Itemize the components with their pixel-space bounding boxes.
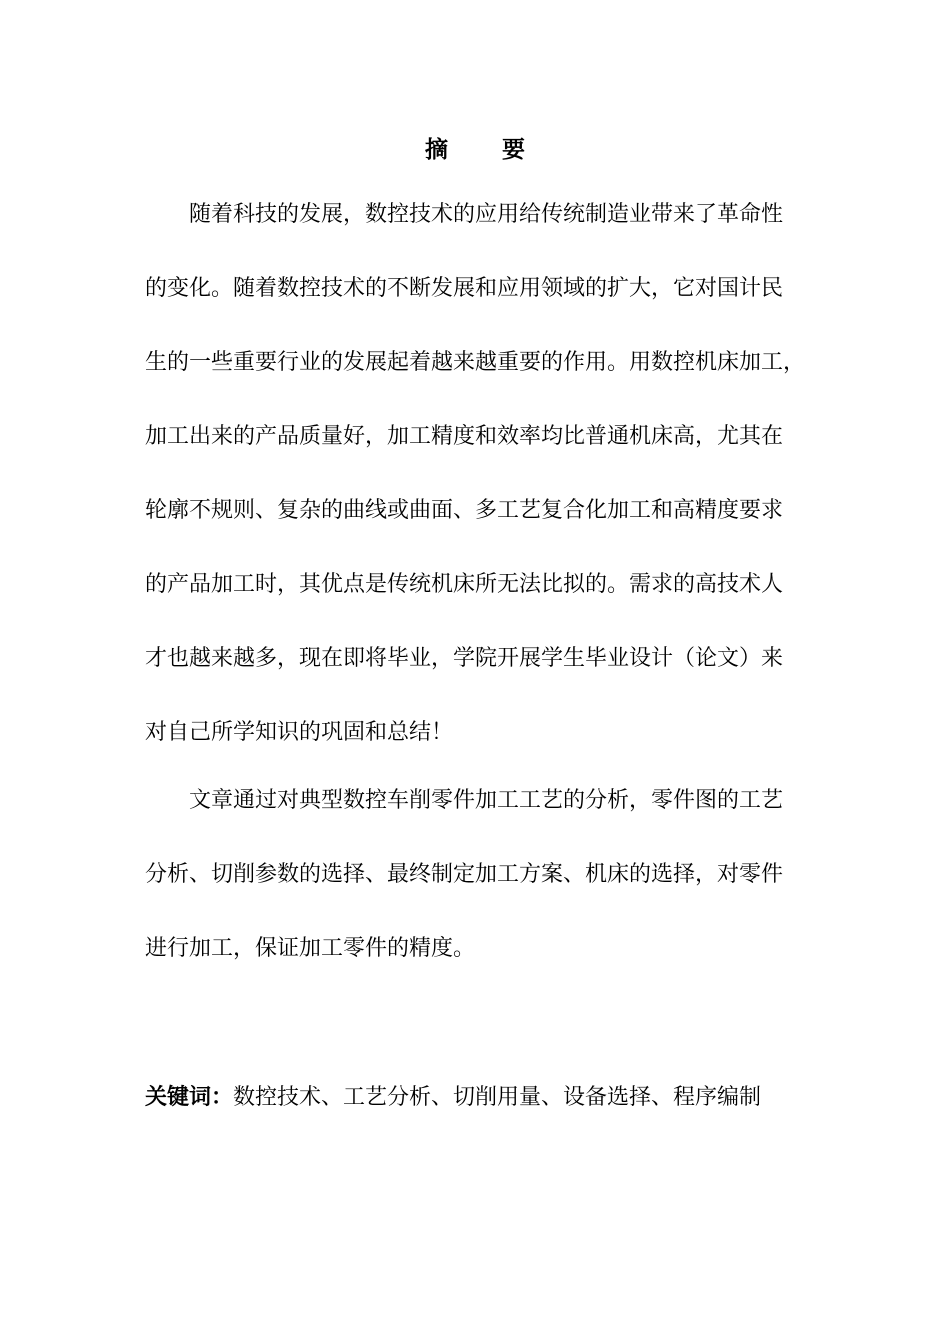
text-line: 的产品加工时，其优点是传统机床所无法比拟的。需求的高技术人 xyxy=(145,572,784,597)
text-line: 生的一些重要行业的发展起着越来越重要的作用。用数控机床加工， xyxy=(145,350,806,375)
text-line: 的变化。随着数控技术的不断发展和应用领域的扩大，它对国计民 xyxy=(145,276,784,301)
text-line: 才也越来越多，现在即将毕业，学院开展学生毕业设计（论文）来 xyxy=(145,646,784,671)
text-line: 随着科技的发展，数控技术的应用给传统制造业带来了革命性 xyxy=(189,202,784,227)
text-line: 加工出来的产品质量好，加工精度和效率均比普通机床高，尤其在 xyxy=(145,424,784,449)
keywords-label: 关键词： xyxy=(145,1085,234,1110)
keywords-text: 数控技术、工艺分析、切削用量、设备选择、程序编制 xyxy=(233,1085,762,1110)
keywords-line xyxy=(145,1083,761,1113)
text-line: 文章通过对典型数控车削零件加工工艺的分析，零件图的工艺 xyxy=(189,788,784,813)
page-title: 摘 要 xyxy=(424,137,548,163)
text-line: 轮廓不规则、复杂的曲线或曲面、多工艺复合化加工和高精度要求 xyxy=(145,498,784,523)
text-line: 分析、切削参数的选择、最终制定加工方案、机床的选择，对零件 xyxy=(145,862,784,887)
text-line: 进行加工，保证加工零件的精度。 xyxy=(145,936,476,961)
text-line: 对自己所学知识的巩固和总结！ xyxy=(145,720,454,745)
